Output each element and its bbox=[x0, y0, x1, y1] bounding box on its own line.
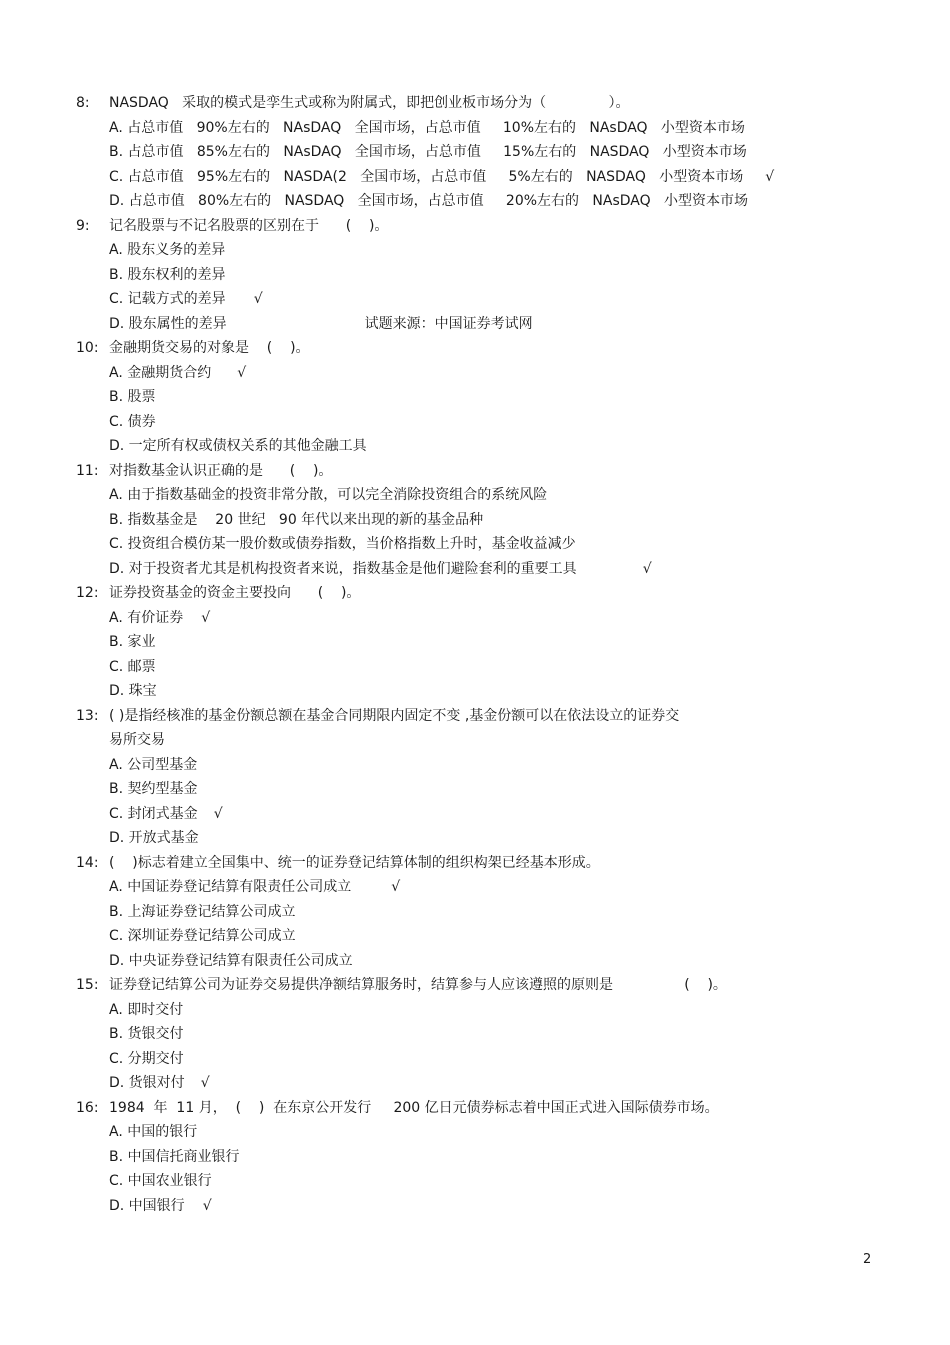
question-text: NASDAQ 采取的模式是孪生式或称为附属式，即把创业板市场分为（ ）。 bbox=[109, 95, 630, 111]
question-text: 证券登记结算公司为证券交易提供净额结算服务时，结算参与人应该遵照的原则是 ( )。 bbox=[109, 977, 727, 993]
option-text: B. 股票 bbox=[109, 389, 156, 405]
question-14 bbox=[76, 851, 896, 974]
question-stem bbox=[76, 336, 896, 361]
question-list bbox=[76, 91, 896, 1218]
option-text: C. 投资组合模仿某一股价数或债券指数，当价格指数上升时，基金收益减少 bbox=[109, 536, 576, 552]
question-12 bbox=[76, 581, 896, 704]
option-text: A. 占总市值 90%左右的 NAsDAQ 全国市场，占总市值 10%左右的 NAsDAQ 小型资本市场 bbox=[109, 119, 745, 136]
page-number: 2 bbox=[863, 1252, 872, 1267]
question-number: 13: bbox=[76, 707, 99, 724]
question-text: ( )标志着建立全国集中、统一的证券登记结算体制的组织构架已经基本形成。 bbox=[109, 854, 600, 871]
question-11 bbox=[76, 459, 896, 582]
question-text: 记名股票与不记名股票的区别在于 ( )。 bbox=[109, 217, 389, 234]
question-13 bbox=[76, 704, 896, 851]
option-a bbox=[109, 606, 896, 631]
option-c bbox=[109, 287, 896, 312]
question-8 bbox=[76, 91, 896, 214]
question-stem bbox=[76, 91, 896, 116]
option-a bbox=[109, 1120, 896, 1145]
option-text: C. 深圳证券登记结算公司成立 bbox=[109, 928, 296, 944]
question-stem bbox=[76, 214, 896, 239]
option-a bbox=[109, 998, 896, 1023]
option-text: C. 中国农业银行 bbox=[109, 1173, 212, 1189]
option-text: A. 股东义务的差异 bbox=[109, 242, 226, 258]
option-text: D. 珠宝 bbox=[109, 683, 157, 699]
option-text: B. 上海证券登记结算公司成立 bbox=[109, 903, 296, 920]
option-text: B. 契约型基金 bbox=[109, 781, 198, 797]
question-stem bbox=[76, 851, 896, 876]
option-b bbox=[109, 900, 896, 925]
option-text: D. 对于投资者尤其是机构投资者来说，指数基金是他们避险套利的重要工具 bbox=[109, 560, 577, 577]
option-b bbox=[109, 630, 896, 655]
option-text: D. 开放式基金 bbox=[109, 830, 199, 846]
question-9 bbox=[76, 214, 896, 337]
question-10 bbox=[76, 336, 896, 459]
question-text: 对指数基金认识正确的是 ( )。 bbox=[109, 462, 333, 479]
option-d bbox=[109, 826, 896, 851]
option-text: C. 分期交付 bbox=[109, 1050, 184, 1067]
question-text: 1984 年 11 月， ( ) 在东京公开发行 200 亿日元债券标志着中国正式进入国际债券市场。 bbox=[109, 1099, 719, 1116]
question-text-line: ( )是指经核准的基金份额总额在基金合同期限内固定不变 ,基金份额可以在依法设立的证券交 bbox=[109, 707, 680, 724]
option-b bbox=[109, 508, 896, 533]
question-number: 9: bbox=[76, 217, 90, 234]
option-text: B. 股东权利的差异 bbox=[109, 266, 226, 283]
question-text: 金融期货交易的对象是 ( )。 bbox=[109, 340, 310, 356]
option-text: D. 中央证券登记结算有限责任公司成立 bbox=[109, 952, 353, 969]
question-15 bbox=[76, 973, 896, 1096]
correct-answer-check-icon: √ bbox=[765, 168, 775, 185]
option-c bbox=[109, 410, 896, 435]
option-d bbox=[109, 189, 896, 214]
option-text: A. 由于指数基础金的投资非常分散，可以完全消除投资组合的系统风险 bbox=[109, 487, 548, 503]
option-text: D. 占总市值 80%左右的 NASDAQ 全国市场，占总市值 20%左右的 NAsDAQ 小型资本市场 bbox=[109, 193, 748, 209]
option-b bbox=[109, 1022, 896, 1047]
question-stem bbox=[76, 1096, 896, 1121]
question-number: 10: bbox=[76, 340, 99, 356]
question-number: 8: bbox=[76, 95, 90, 111]
option-d bbox=[109, 434, 896, 459]
option-text: A. 中国证券登记结算有限责任公司成立 bbox=[109, 879, 352, 895]
option-text: B. 家业 bbox=[109, 634, 156, 650]
question-number: 15: bbox=[76, 977, 99, 993]
option-b bbox=[109, 385, 896, 410]
correct-answer-check-icon: √ bbox=[642, 560, 652, 577]
option-text: C. 封闭式基金 bbox=[109, 805, 198, 822]
option-text: B. 货银交付 bbox=[109, 1026, 184, 1042]
correct-answer-check-icon: √ bbox=[391, 879, 401, 895]
option-text: D. 一定所有权或债权关系的其他金融工具 bbox=[109, 438, 367, 454]
option-d bbox=[109, 1194, 896, 1219]
option-b bbox=[109, 1145, 896, 1170]
option-c bbox=[109, 924, 896, 949]
option-c bbox=[109, 532, 896, 557]
option-d bbox=[109, 1071, 896, 1096]
option-text: C. 邮票 bbox=[109, 658, 156, 675]
option-c bbox=[109, 802, 896, 827]
option-a bbox=[109, 753, 896, 778]
option-a bbox=[109, 483, 896, 508]
option-text: C. 占总市值 95%左右的 NASDA(2 全国市场，占总市值 5%左右的 NASDAQ 小型资本市场 bbox=[109, 168, 744, 185]
option-b bbox=[109, 140, 896, 165]
option-text: A. 中国的银行 bbox=[109, 1124, 198, 1140]
option-text: B. 占总市值 85%左右的 NAsDAQ 全国市场，占总市值 15%左右的 NASDAQ 小型资本市场 bbox=[109, 144, 747, 160]
option-c bbox=[109, 165, 896, 190]
option-d bbox=[109, 949, 896, 974]
option-text: A. 金融期货合约 bbox=[109, 364, 212, 381]
option-d bbox=[109, 312, 896, 337]
question-number: 16: bbox=[76, 1099, 99, 1116]
option-a bbox=[109, 238, 896, 263]
correct-answer-check-icon: √ bbox=[237, 364, 247, 381]
question-text bbox=[109, 704, 779, 753]
question-16 bbox=[76, 1096, 896, 1219]
option-c bbox=[109, 1047, 896, 1072]
option-b bbox=[109, 263, 896, 288]
option-c bbox=[109, 1169, 896, 1194]
question-text: 证券投资基金的资金主要投向 ( )。 bbox=[109, 585, 361, 601]
option-text: D. 货银对付 bbox=[109, 1075, 185, 1091]
option-text: B. 指数基金是 20 世纪 90 年代以来出现的新的基金品种 bbox=[109, 511, 484, 528]
correct-answer-check-icon: √ bbox=[202, 1197, 212, 1214]
question-stem bbox=[76, 581, 896, 606]
option-text: D. 股东属性的差异 试题来源：中国证券考试网 bbox=[109, 315, 533, 332]
option-text: D. 中国银行 bbox=[109, 1197, 185, 1214]
option-a bbox=[109, 361, 896, 386]
option-text: C. 债券 bbox=[109, 413, 156, 430]
question-number: 12: bbox=[76, 585, 99, 601]
option-b bbox=[109, 777, 896, 802]
correct-answer-check-icon: √ bbox=[201, 609, 211, 626]
question-number: 14: bbox=[76, 854, 99, 871]
option-a bbox=[109, 875, 896, 900]
question-stem bbox=[76, 459, 896, 484]
question-text-line: 易所交易 bbox=[109, 732, 165, 748]
option-c bbox=[109, 655, 896, 680]
option-text: A. 即时交付 bbox=[109, 1001, 184, 1018]
correct-answer-check-icon: √ bbox=[200, 1075, 210, 1091]
option-text: B. 中国信托商业银行 bbox=[109, 1148, 240, 1165]
question-stem bbox=[76, 973, 896, 998]
option-d bbox=[109, 557, 896, 582]
option-text: A. 公司型基金 bbox=[109, 756, 198, 773]
correct-answer-check-icon: √ bbox=[213, 805, 223, 822]
correct-answer-check-icon: √ bbox=[253, 291, 263, 307]
option-d bbox=[109, 679, 896, 704]
option-text: A. 有价证券 bbox=[109, 609, 184, 626]
question-stem bbox=[76, 704, 896, 753]
option-text: C. 记载方式的差异 bbox=[109, 291, 226, 307]
question-number: 11: bbox=[76, 462, 99, 479]
option-a bbox=[109, 116, 896, 141]
